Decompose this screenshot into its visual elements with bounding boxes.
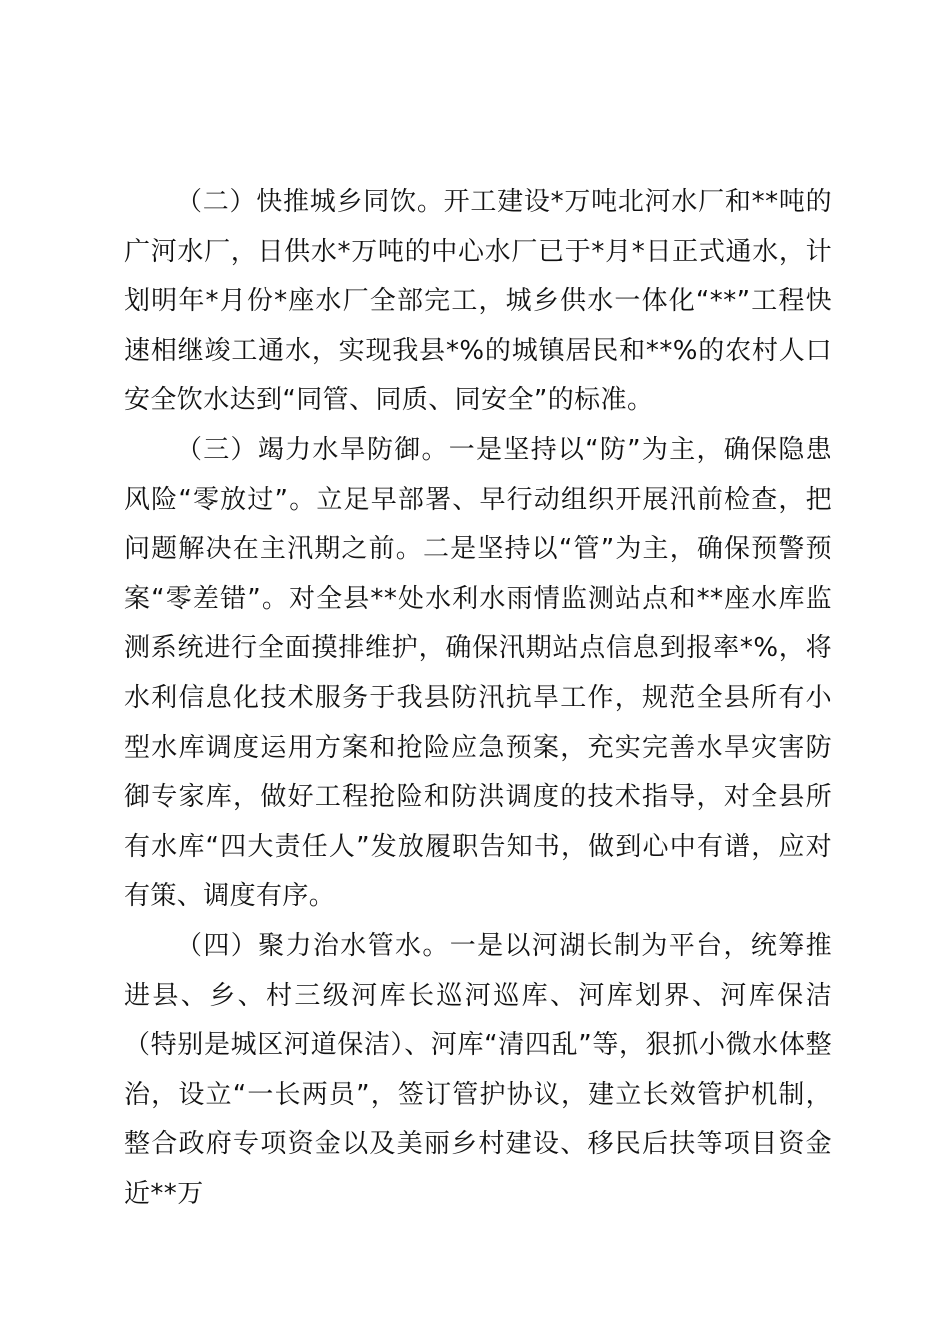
document-body bbox=[124, 178, 832, 1219]
paragraph-4: （四）聚力治水管水。一是以河湖长制为平台，统筹推进县、乡、村三级河库长巡河巡库、河库划界、河库保洁（特别是城区河道保洁）、河库“清四乱”等，狠抓小微水体整治，设立“一长两员”，签订管护协议，建立长效管护机制，整合政府专项资金以及美丽乡村建设、移民后扶等项目资金近**万 bbox=[124, 930, 832, 1209]
paragraph-3: （三）竭力水旱防御。一是坚持以“防”为主，确保隐患风险“零放过”。立足早部署、早行动组织开展汛前检查，把问题解决在主汛期之前。二是坚持以“管”为主，确保预警预案“零差错”。对全县**处水利水雨情监测站点和**座水库监测系统进行全面摸排维护，确保汛期站点信息到报率*%，将水利信息化技术服务于我县防汛抗旱工作，规范全县所有小型水库调度运用方案和抢险应急预案，充实完善水旱灾害防御专家库，做好工程抢险和防洪调度的技术指导，对全县所有水库“四大责任人”发放履职告知书，做到心中有谱，应对有策、调度有序。 bbox=[124, 434, 832, 912]
paragraph-2: （二）快推城乡同饮。开工建设*万吨北河水厂和**吨的广河水厂，日供水*万吨的中心水厂已于*月*日正式通水，计划明年*月份*座水厂全部完工，城乡供水一体化“**”工程快速相继竣工通水，实现我县*%的城镇居民和**%的农村人口安全饮水达到“同管、同质、同安全”的标准。 bbox=[124, 187, 832, 416]
